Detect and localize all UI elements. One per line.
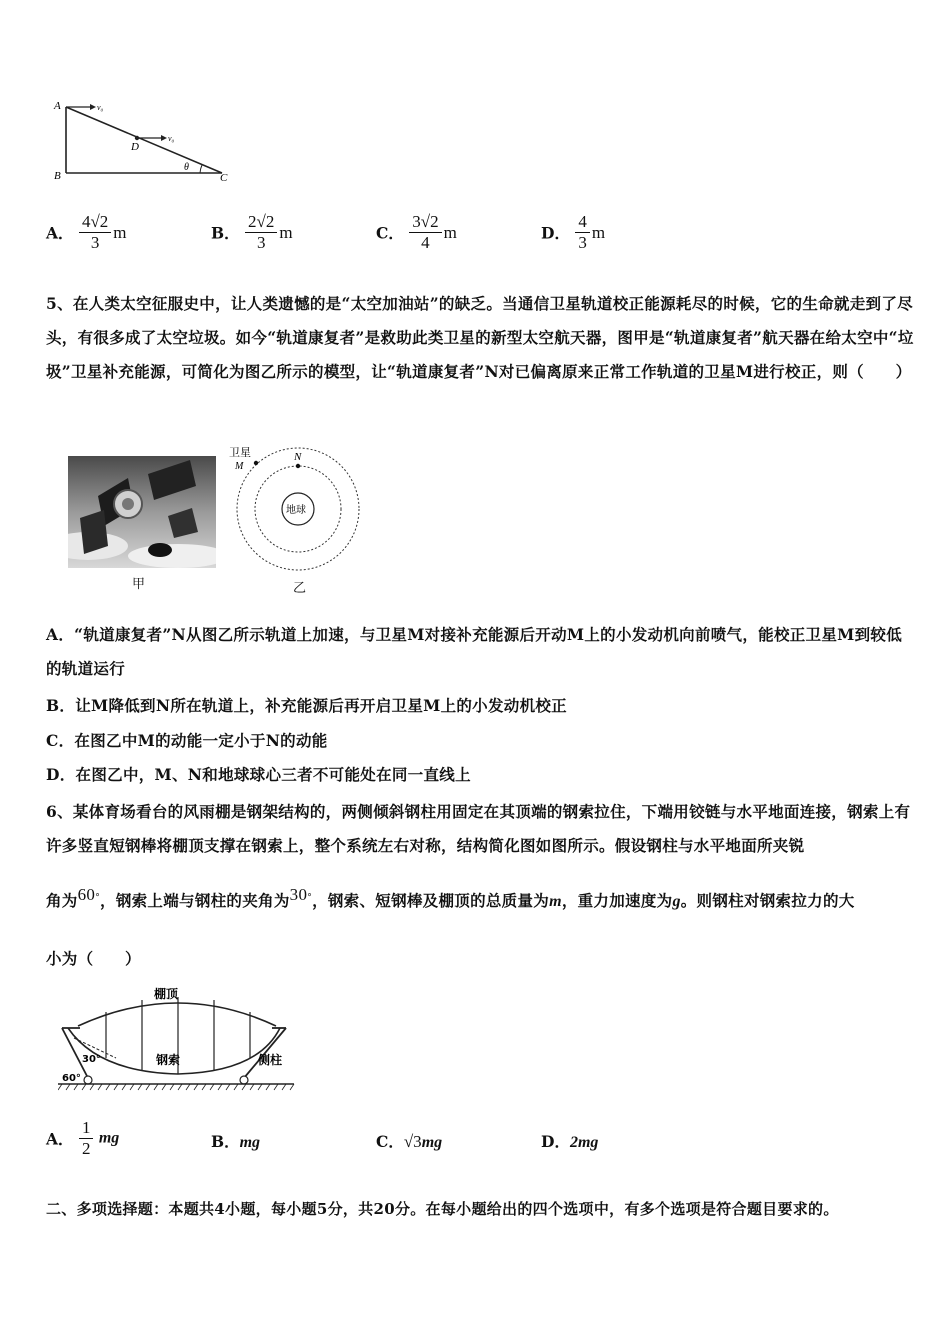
satellite-photo	[68, 456, 216, 568]
unit: m	[443, 222, 457, 242]
q6-option-d[interactable]	[541, 1130, 598, 1152]
unit: m	[113, 222, 127, 242]
satellite-m-dot	[254, 461, 258, 465]
q5-option-c[interactable]: C．在图乙中M的动能一定小于N的动能	[46, 731, 328, 750]
q6-stem-2	[46, 885, 855, 911]
label-cable: 钢索	[156, 1053, 181, 1067]
label-roof: 棚顶	[154, 987, 179, 1001]
option-letter: B．	[211, 223, 240, 243]
q4-option-c[interactable]	[376, 212, 457, 253]
label-m: M	[235, 461, 244, 472]
caption-jia: 甲	[132, 577, 146, 592]
q6-options	[46, 1118, 906, 1168]
incline-figure	[50, 95, 240, 185]
arrowhead-a	[90, 104, 96, 110]
q5-option-b[interactable]: B．让M降低到N所在轨道上，补充能源后再开启卫星M上的小发动机校正	[46, 696, 567, 715]
orbit-diagram	[225, 446, 365, 576]
unit: m	[279, 222, 293, 242]
denominator: 3	[256, 233, 266, 252]
ground-hatch	[58, 1084, 294, 1090]
denominator: 4	[421, 233, 430, 252]
canopy-diagram	[58, 982, 298, 1094]
hinge-left	[84, 1076, 92, 1084]
option-value: mg	[239, 1134, 261, 1151]
q6-stem-1: 6、某体育场看台的风雨棚是钢架结构的，两侧倾斜钢柱用固定在其顶端的钢索拉住，下端用铰链与水平地面连接，钢索上有许多竖直短钢棒将棚顶支撑在钢索上，整个系统左右对称，结构简化图如图所示。假设钢柱与水平地面所夹锐	[46, 802, 911, 855]
q6-stem-3: 小为（ ）	[46, 949, 141, 968]
roof-arc	[78, 1003, 276, 1026]
theta-arc	[200, 165, 202, 173]
option-letter: A．	[46, 223, 74, 243]
stem-part: ，重力加速度为	[561, 891, 673, 910]
label-v0-d: v₀	[168, 134, 175, 143]
numerator: 1	[79, 1118, 94, 1139]
q6-option-a[interactable]	[46, 1118, 119, 1159]
option-value: mg	[421, 1134, 443, 1151]
root-three: √3	[403, 1132, 422, 1151]
unit: m	[591, 222, 606, 242]
denominator: 2	[81, 1139, 91, 1158]
satellite-n-dot	[296, 464, 300, 468]
stem-part: 角为	[46, 891, 78, 910]
q5-stem: 5、在人类太空征服史中，让人类遗憾的是“太空加油站”的缺乏。当通信卫星轨道校正能源耗尽的时候，它的生命就走到了尽头，有很多成了太空垃圾。如今“轨道康复者”是救助此类卫星的新型太空航天器，图甲是“轨道康复者”航天器在给太空中“垃圾”卫星补充能源，可简化为图乙所示的模型，让“轨道康复者”N对已偏离原来正常工作轨道的卫星M进行校正，则（ ）	[46, 294, 914, 381]
label-d: D	[131, 141, 139, 153]
denominator: 3	[578, 233, 587, 252]
label-earth: 地球	[286, 505, 306, 516]
numerator: 2√2	[245, 212, 277, 233]
section-two-heading: 二、多项选择题：本题共4小题，每小题5分，共20分。在每小题给出的四个选项中，有多个选项是符合题目要求的。	[46, 1200, 839, 1218]
numerator: 4√2	[79, 212, 111, 233]
label-satellite: 卫星	[229, 446, 251, 459]
arrowhead-d	[161, 135, 167, 141]
option-letter: A．	[46, 1129, 74, 1149]
numerator: 3√2	[409, 212, 441, 233]
q6-option-c[interactable]	[376, 1130, 442, 1152]
q4-option-b[interactable]	[211, 212, 293, 253]
label-pillar: 侧柱	[258, 1053, 283, 1067]
denominator: 3	[90, 233, 100, 252]
angle-30: 30	[289, 885, 308, 904]
q4-option-d[interactable]	[541, 212, 605, 253]
option-value: mg	[98, 1129, 120, 1147]
line-ac	[66, 107, 222, 173]
fraction	[245, 212, 277, 253]
fraction	[575, 212, 590, 253]
q5-option-d[interactable]: D．在图乙中，M、N和地球球心三者不可能处在同一直线上	[46, 765, 471, 784]
label-b: B	[54, 170, 61, 182]
option-letter: C．	[376, 1132, 404, 1151]
option-value: 2mg	[569, 1134, 599, 1151]
option-letter: C．	[376, 223, 404, 243]
q4-option-a[interactable]	[46, 212, 127, 253]
fraction	[79, 212, 111, 253]
label-v0-a: v₀	[97, 103, 104, 112]
label-theta: θ	[184, 162, 189, 173]
hinge-right	[240, 1076, 248, 1084]
left-pillar	[62, 1028, 88, 1078]
q6-option-b[interactable]	[211, 1130, 260, 1152]
caption-yi: 乙	[293, 581, 307, 596]
stem-part: ，钢索上端与钢柱的夹角为	[100, 891, 290, 910]
q5-option-a[interactable]: A．“轨道康复者”N从图乙所示轨道上加速，与卫星M对接补充能源后开动M上的小发动机向前喷气，能校正卫星M到较低的轨道运行	[46, 625, 903, 678]
label-30: 30°	[82, 1054, 101, 1065]
option-letter: D．	[541, 223, 570, 243]
option-letter: B．	[211, 1132, 240, 1151]
fraction	[409, 212, 441, 253]
numerator: 4	[575, 212, 590, 233]
fraction	[79, 1118, 94, 1159]
option-letter: D．	[541, 1132, 570, 1151]
symbol-m: m	[549, 893, 562, 910]
angle-60: 60	[77, 885, 96, 904]
label-n: N	[294, 451, 302, 463]
stem-part: 。则钢柱对钢索拉力的大	[680, 891, 855, 910]
q4-options	[46, 212, 906, 262]
degree-mark: °	[307, 892, 313, 903]
degree-mark: °	[95, 892, 101, 903]
label-a: A	[54, 100, 61, 112]
cable-curve	[68, 1028, 283, 1074]
label-60: 60°	[62, 1073, 81, 1084]
label-c: C	[220, 172, 228, 184]
symbol-g: g	[672, 893, 681, 910]
stem-part: ，钢索、短钢棒及棚顶的总质量为	[312, 891, 550, 910]
